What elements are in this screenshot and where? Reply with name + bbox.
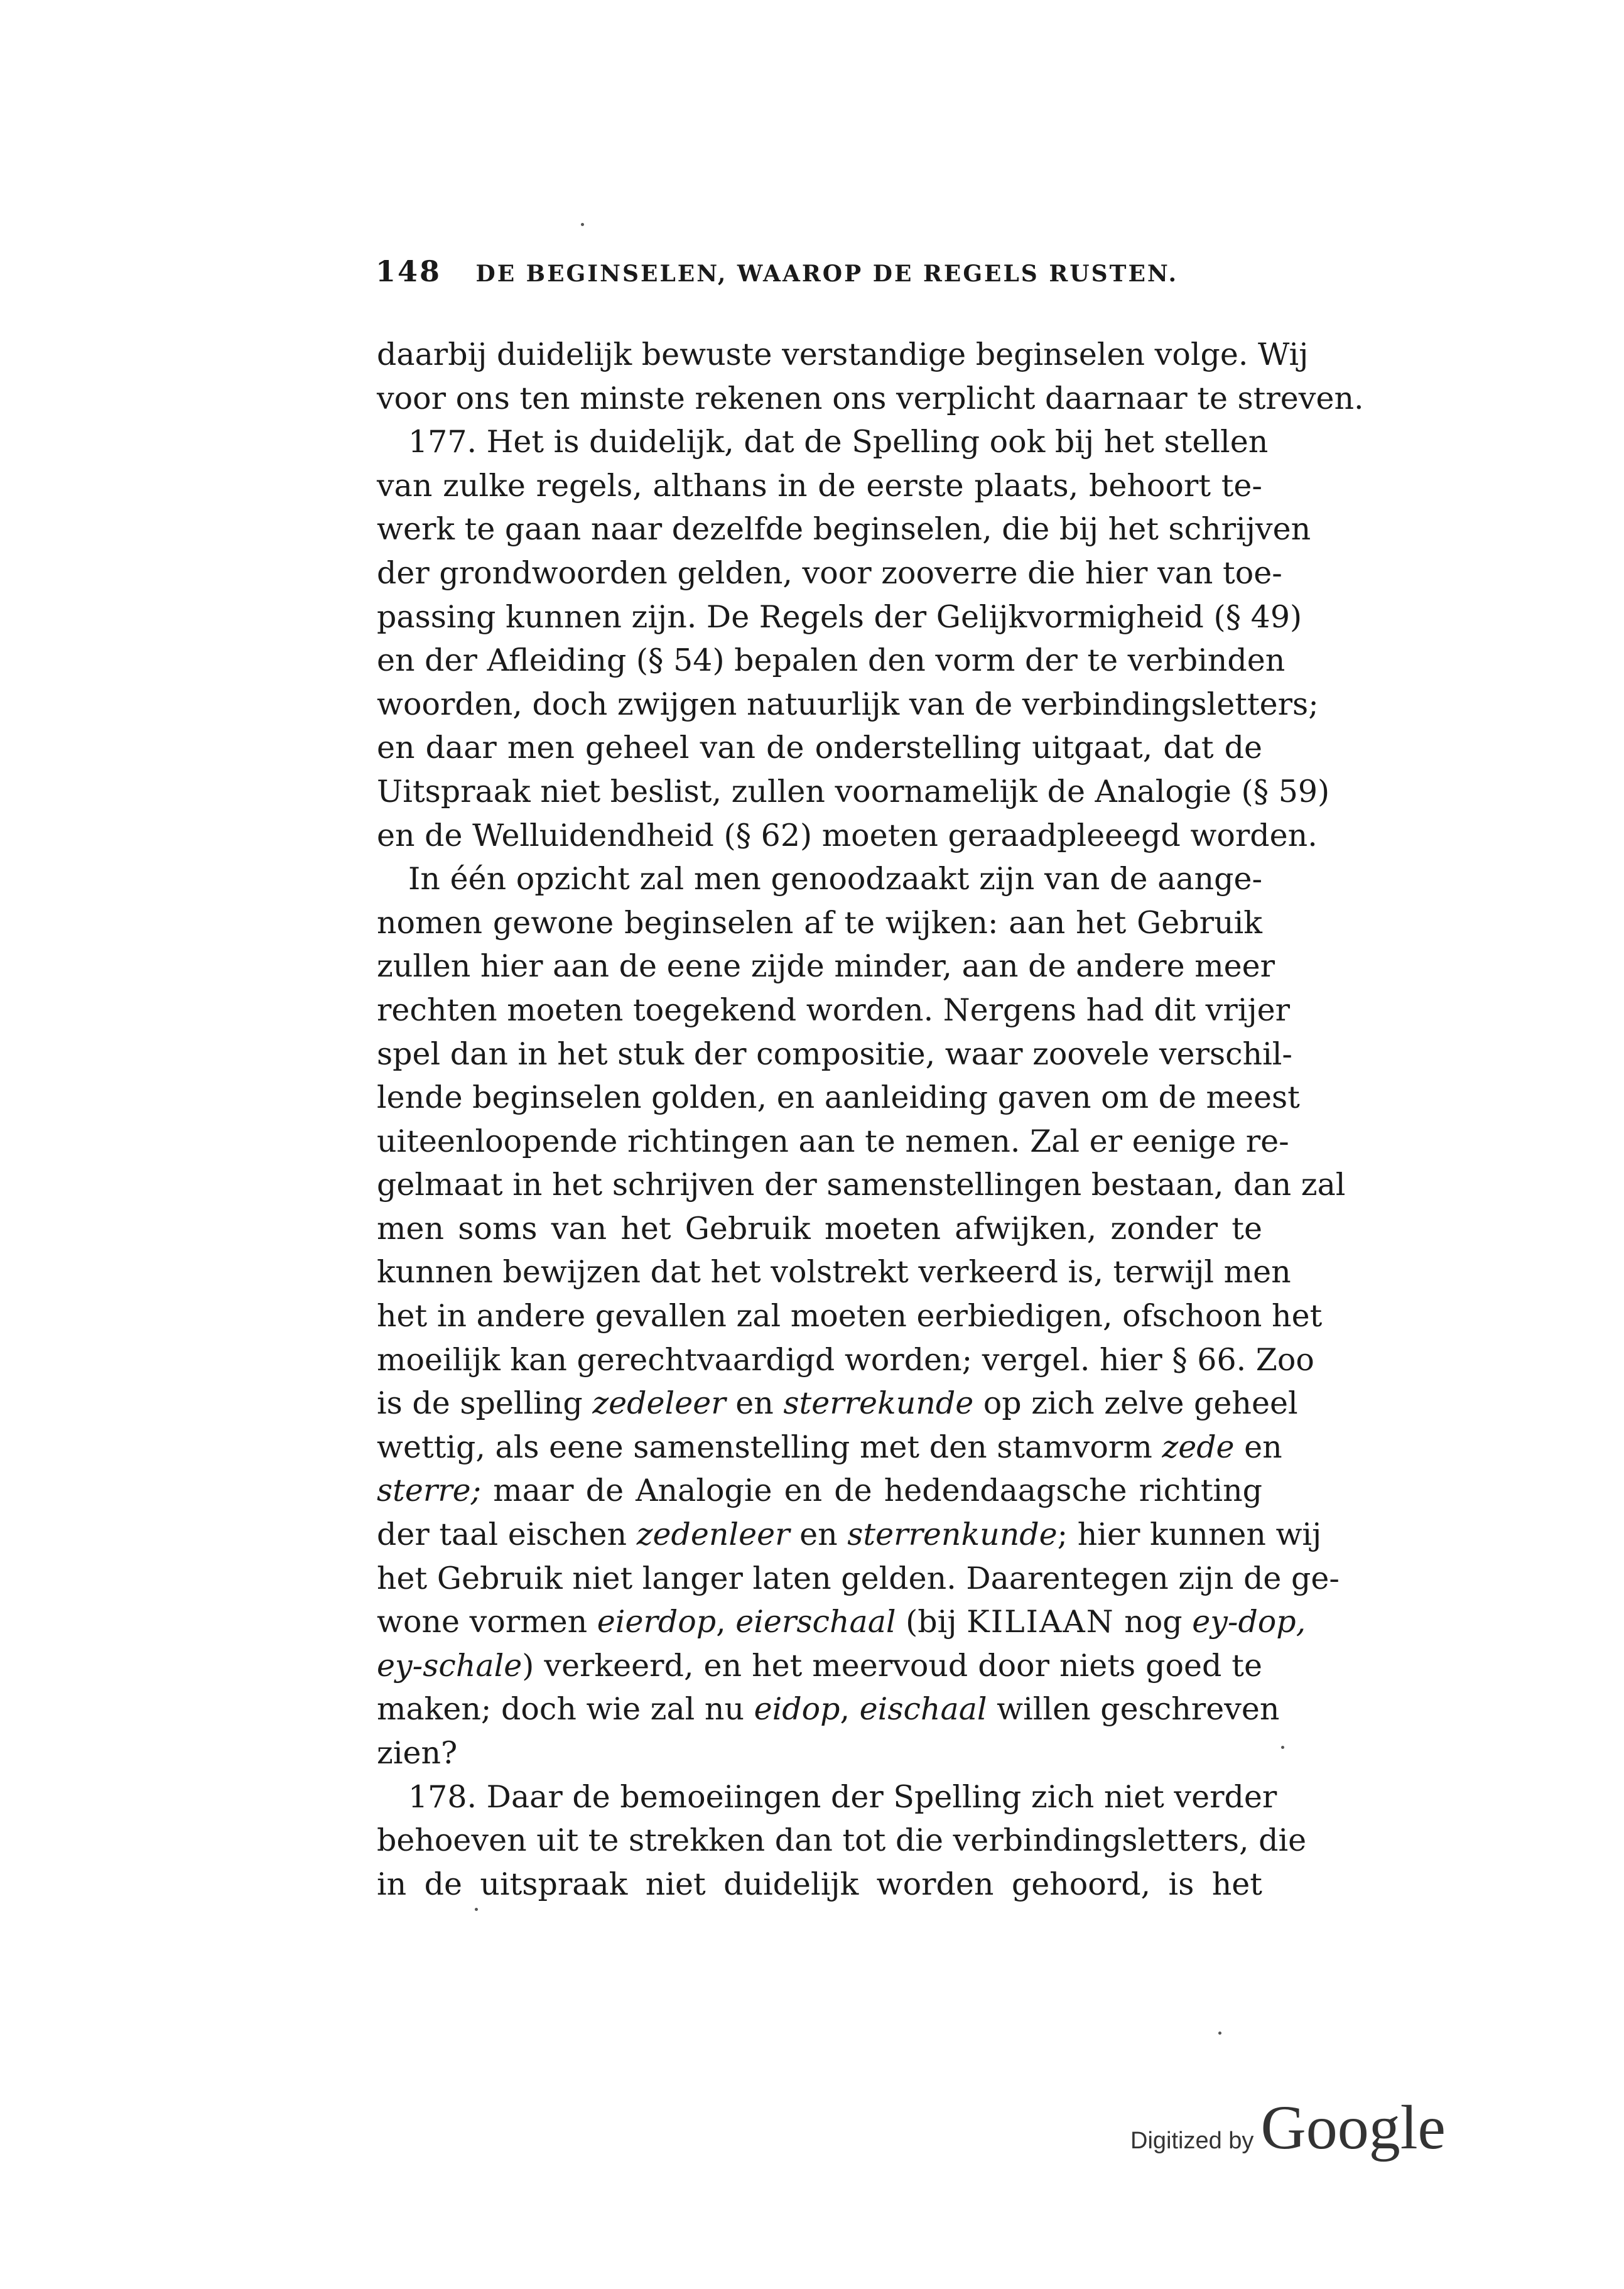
italic-word: zedenleer <box>636 1517 790 1553</box>
text-line: nomen gewone beginselen af te wijken: aan het Gebruik <box>377 904 1262 941</box>
text-line: zien? <box>377 1735 458 1771</box>
text-segment: willen geschreven <box>987 1691 1280 1728</box>
text-line <box>377 1644 1262 1688</box>
text-line <box>377 1469 1262 1513</box>
text-line: behoeven uit te strekken dan tot die verbindingsletters, die <box>377 1822 1307 1859</box>
page-number: 148 <box>376 254 442 288</box>
text-segment: nog <box>1114 1604 1193 1640</box>
text-segment: wone vormen <box>377 1604 597 1640</box>
italic-word: ey-dop, <box>1192 1604 1306 1640</box>
text-line <box>377 1382 1298 1426</box>
text-line: en der Afleiding (§ 54) bepalen den vorm der te verbinden <box>377 642 1286 679</box>
watermark-small-text: Digitized by <box>1130 2128 1254 2154</box>
text-segment: maar de Analogie en de hedendaagsche richting <box>481 1473 1262 1509</box>
text-line: woorden, doch zwijgen natuurlijk van de verbindingsletters; <box>377 686 1319 722</box>
italic-word: sterrekunde <box>783 1385 974 1422</box>
text-line <box>377 1600 1306 1644</box>
text-segment: , <box>840 1691 860 1728</box>
text-line: voor ons ten minste rekenen ons verplicht daarnaar te streven. <box>377 380 1364 416</box>
text-line: Uitspraak niet beslist, zullen voornamelijk de Analogie (§ 59) <box>377 773 1330 809</box>
text-line: gelmaat in het schrijven der samenstellingen bestaan, dan zal <box>377 1167 1346 1203</box>
italic-word: eidop <box>754 1691 840 1728</box>
scan-speck <box>475 1908 478 1911</box>
text-segment: wettig, als eene samenstelling met den stamvorm <box>377 1429 1162 1465</box>
text-line: daarbij duidelijk bewuste verstandige beginselen volge. Wij <box>377 337 1309 372</box>
paragraph-start: In één opzicht zal men genoodzaakt zijn van de aange- <box>408 861 1262 897</box>
italic-word: eischaal <box>859 1691 987 1728</box>
text-line: kunnen bewijzen dat het volstrekt verkeerd is, terwijl men <box>377 1254 1291 1291</box>
text-segment: maken; doch wie zal nu <box>377 1691 754 1728</box>
text-line: van zulke regels, althans in de eerste plaats, behoort te- <box>377 467 1262 504</box>
body-text <box>377 333 1364 1906</box>
paragraph-178-start: 178. Daar de bemoeiingen der Spelling zich niet verder <box>408 1778 1277 1815</box>
text-line: en daar men geheel van de onderstelling uitgaat, dat de <box>377 730 1262 766</box>
text-line: het Gebruik niet langer laten gelden. Daarentegen zijn de ge- <box>377 1560 1340 1596</box>
text-line: moeilijk kan gerechtvaardigd worden; vergel. hier § 66. Zoo <box>377 1341 1314 1378</box>
italic-word: zede <box>1162 1429 1235 1465</box>
digitized-by-google-watermark <box>1130 2091 1446 2163</box>
text-line: spel dan in het stuk der compositie, waar zoovele verschil- <box>377 1036 1292 1072</box>
page-header <box>376 254 1267 288</box>
text-line: in de uitspraak niet duidelijk worden gehoord, is het <box>377 1866 1262 1902</box>
text-segment: , <box>716 1604 736 1640</box>
text-segment: op zich zelve geheel <box>973 1385 1298 1422</box>
text-segment: is de spelling <box>377 1385 593 1422</box>
italic-word: eierschaal <box>735 1604 896 1640</box>
google-logo: Google <box>1260 2092 1446 2162</box>
text-line <box>377 1687 1280 1731</box>
text-line: het in andere gevallen zal moeten eerbiedigen, ofschoon het <box>377 1298 1323 1334</box>
italic-word: ey-schale <box>377 1647 522 1684</box>
text-segment: der taal eischen <box>377 1517 637 1553</box>
text-line <box>377 1426 1282 1469</box>
text-line: en de Welluidendheid (§ 62) moeten geraadpleeegd worden. <box>377 817 1318 853</box>
text-line: uiteenloopende richtingen aan te nemen. Zal er eenige re- <box>377 1123 1289 1159</box>
text-line: der grondwoorden gelden, voor zooverre die hier van toe- <box>377 555 1282 591</box>
text-line: lende beginselen golden, en aanleiding gaven om de meest <box>377 1080 1300 1116</box>
text-line: rechten moeten toegekend worden. Nergens had dit vrijer <box>377 992 1291 1028</box>
italic-word: zedeleer <box>592 1385 726 1422</box>
scan-speck <box>1281 1746 1284 1749</box>
scan-speck <box>1218 2032 1221 2035</box>
text-segment: en <box>1234 1429 1282 1465</box>
italic-word: eierdop <box>597 1604 717 1640</box>
italic-word: sterre; <box>377 1473 482 1509</box>
running-head: DE BEGINSELEN, WAAROP DE REGELS RUSTEN. <box>475 261 1179 287</box>
paragraph-177-start: 177. Het is duidelijk, dat de Spelling ook bij het stellen <box>408 424 1269 460</box>
text-line: zullen hier aan de eene zijde minder, aan de andere meer <box>377 948 1275 985</box>
text-segment: en <box>789 1517 848 1553</box>
italic-word: sterrenkunde <box>847 1517 1058 1553</box>
text-segment: ; hier kunnen wij <box>1057 1517 1322 1553</box>
author-name: KILIAAN <box>966 1604 1115 1640</box>
text-segment: (bij <box>896 1604 967 1640</box>
text-segment: ) verkeerd, en het meervoud door niets goed te <box>522 1647 1262 1684</box>
text-line: passing kunnen zijn. De Regels der Gelijkvormigheid (§ 49) <box>377 598 1302 635</box>
text-line: werk te gaan naar dezelfde beginselen, die bij het schrijven <box>377 511 1311 548</box>
text-line <box>377 1513 1322 1557</box>
text-line: men soms van het Gebruik moeten afwijken, zonder te <box>377 1210 1262 1247</box>
text-segment: en <box>725 1385 784 1422</box>
scan-speck <box>581 223 584 226</box>
